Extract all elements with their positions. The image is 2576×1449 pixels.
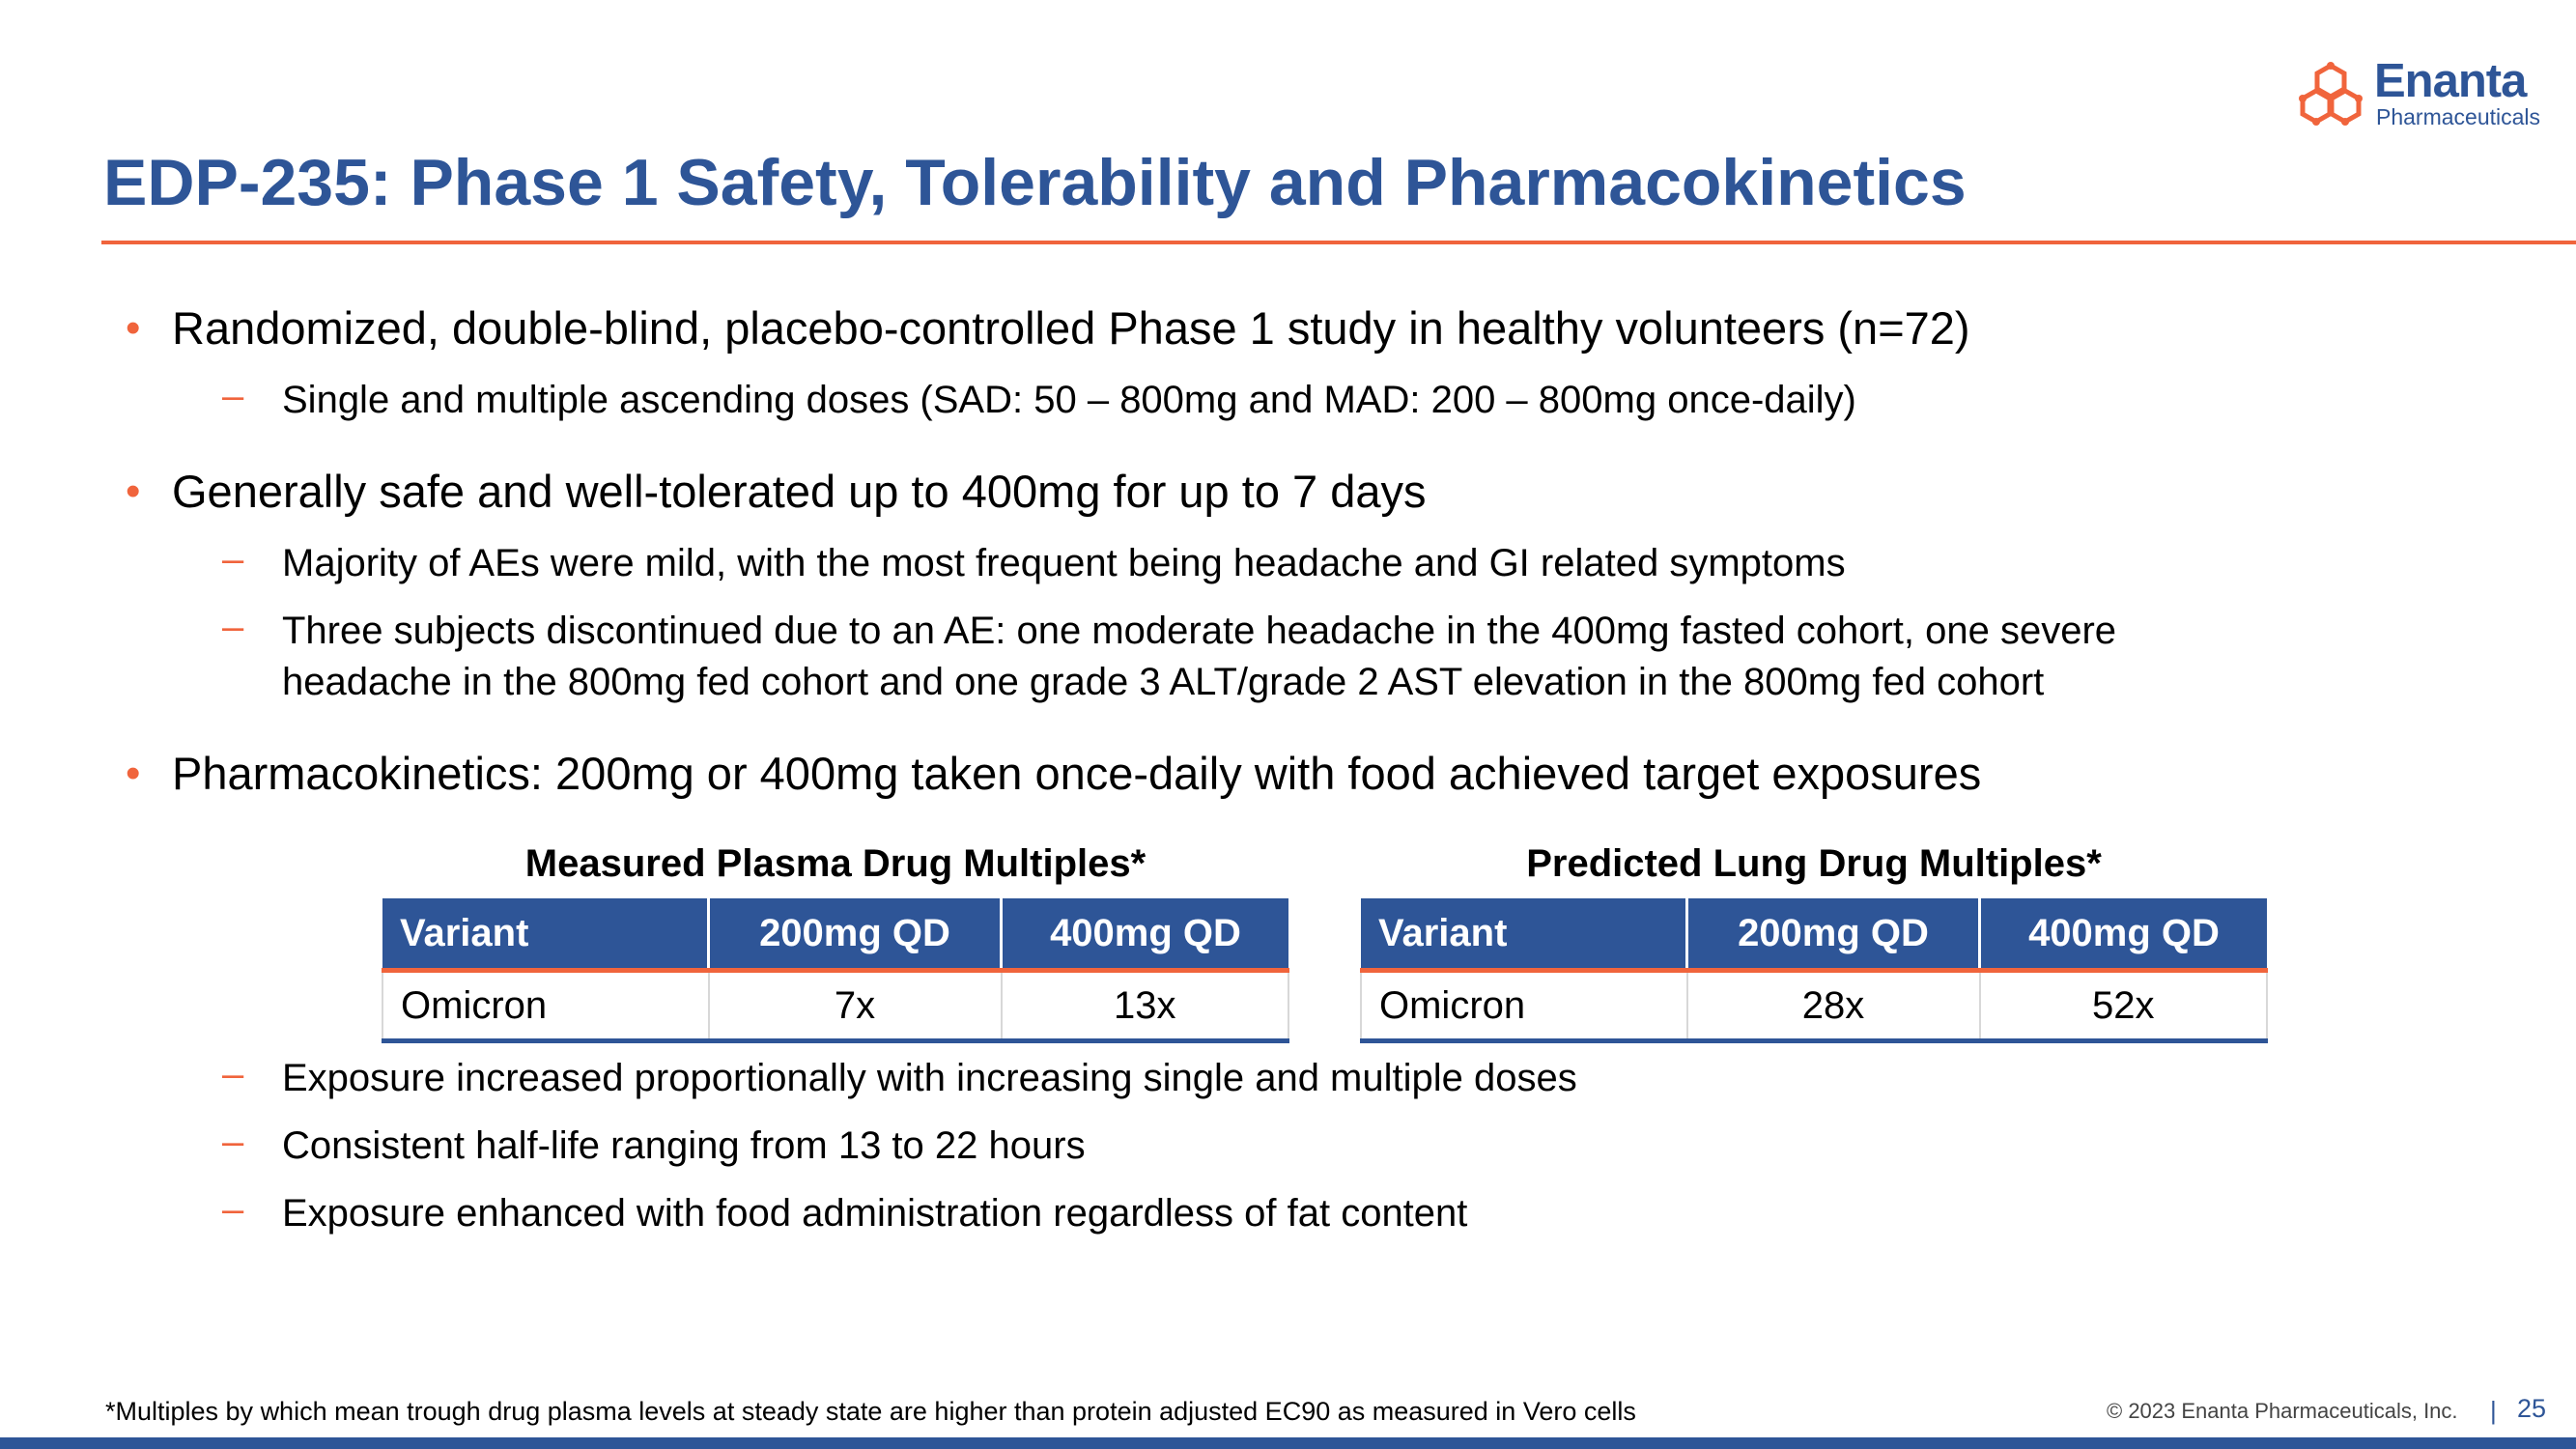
footer-separator: | bbox=[2490, 1396, 2497, 1425]
table-cell: 13x bbox=[1002, 971, 1289, 1041]
sub-bullet-text: Three subjects discontinued due to an AE: one moderate headache in the 400mg fasted cohort, one severe bbox=[282, 610, 2117, 652]
slide-title: EDP-235: Phase 1 Safety, Tolerability and Pharmacokinetics bbox=[103, 146, 1967, 219]
table-header-cell: Variant bbox=[382, 898, 709, 971]
table-header-cell: 200mg QD bbox=[1687, 898, 1980, 971]
table-cell: Omicron bbox=[1361, 971, 1687, 1041]
plasma-multiples-table bbox=[382, 898, 1289, 1043]
table-cell: Omicron bbox=[382, 971, 709, 1041]
footnote: *Multiples by which mean trough drug plasma levels at steady state are higher than protein adjusted EC90 as measured in Vero cells bbox=[105, 1397, 1636, 1426]
bullet-dot-icon: • bbox=[126, 468, 141, 515]
dash-icon: – bbox=[222, 1053, 244, 1095]
bullet-text: Pharmacokinetics: 200mg or 400mg taken once-daily with food achieved target exposures bbox=[172, 748, 1982, 799]
table-cell: 28x bbox=[1687, 971, 1980, 1041]
table-cell: 7x bbox=[709, 971, 1002, 1041]
sub-bullet-text: Exposure increased proportionally with increasing single and multiple doses bbox=[282, 1057, 1577, 1099]
logo-wordmark: Enanta bbox=[2374, 55, 2527, 107]
copyright-text: © 2023 Enanta Pharmaceuticals, Inc. bbox=[2107, 1399, 2458, 1423]
bullet-dot-icon: • bbox=[126, 304, 141, 352]
table-row bbox=[1361, 971, 2267, 1041]
sub-bullet-text: Consistent half-life ranging from 13 to 22 hours bbox=[282, 1124, 1086, 1167]
lung-multiples-table bbox=[1360, 898, 2268, 1043]
dash-icon: – bbox=[222, 1121, 244, 1163]
table-header-row bbox=[1361, 898, 2267, 971]
lung-table-title: Predicted Lung Drug Multiples* bbox=[1526, 842, 2102, 885]
dash-icon: – bbox=[222, 375, 244, 417]
footer-bar bbox=[0, 1437, 2576, 1449]
bullet-text: Generally safe and well-tolerated up to 400mg for up to 7 days bbox=[172, 466, 1427, 517]
sub-bullet-text: Exposure enhanced with food administration regardless of fat content bbox=[282, 1192, 1468, 1235]
table-row bbox=[382, 971, 1288, 1041]
sub-bullet-text: Majority of AEs were mild, with the most frequent being headache and GI related symptoms bbox=[282, 542, 1846, 584]
dash-icon: – bbox=[222, 1188, 244, 1231]
table-header-cell: Variant bbox=[1361, 898, 1687, 971]
page-number: 25 bbox=[2517, 1394, 2547, 1423]
bullet-dot-icon: • bbox=[126, 750, 141, 797]
sub-bullet-text: headache in the 800mg fed cohort and one grade 3 ALT/grade 2 AST elevation in the 800mg fed cohort bbox=[282, 661, 2045, 703]
sub-bullet-text: Single and multiple ascending doses (SAD: 50 – 800mg and MAD: 200 – 800mg once-daily) bbox=[282, 379, 1856, 421]
table-header-cell: 400mg QD bbox=[1980, 898, 2268, 971]
dash-icon: – bbox=[222, 538, 244, 581]
table-header-row bbox=[382, 898, 1288, 971]
plasma-table-title: Measured Plasma Drug Multiples* bbox=[524, 842, 1146, 885]
table-header-cell: 400mg QD bbox=[1002, 898, 1289, 971]
table-header-cell: 200mg QD bbox=[709, 898, 1002, 971]
table-cell: 52x bbox=[1980, 971, 2268, 1041]
dash-icon: – bbox=[222, 606, 244, 648]
logo-subtitle: Pharmaceuticals bbox=[2376, 104, 2541, 129]
bullet-text: Randomized, double-blind, placebo-controlled Phase 1 study in healthy volunteers (n=72) bbox=[172, 302, 1970, 354]
